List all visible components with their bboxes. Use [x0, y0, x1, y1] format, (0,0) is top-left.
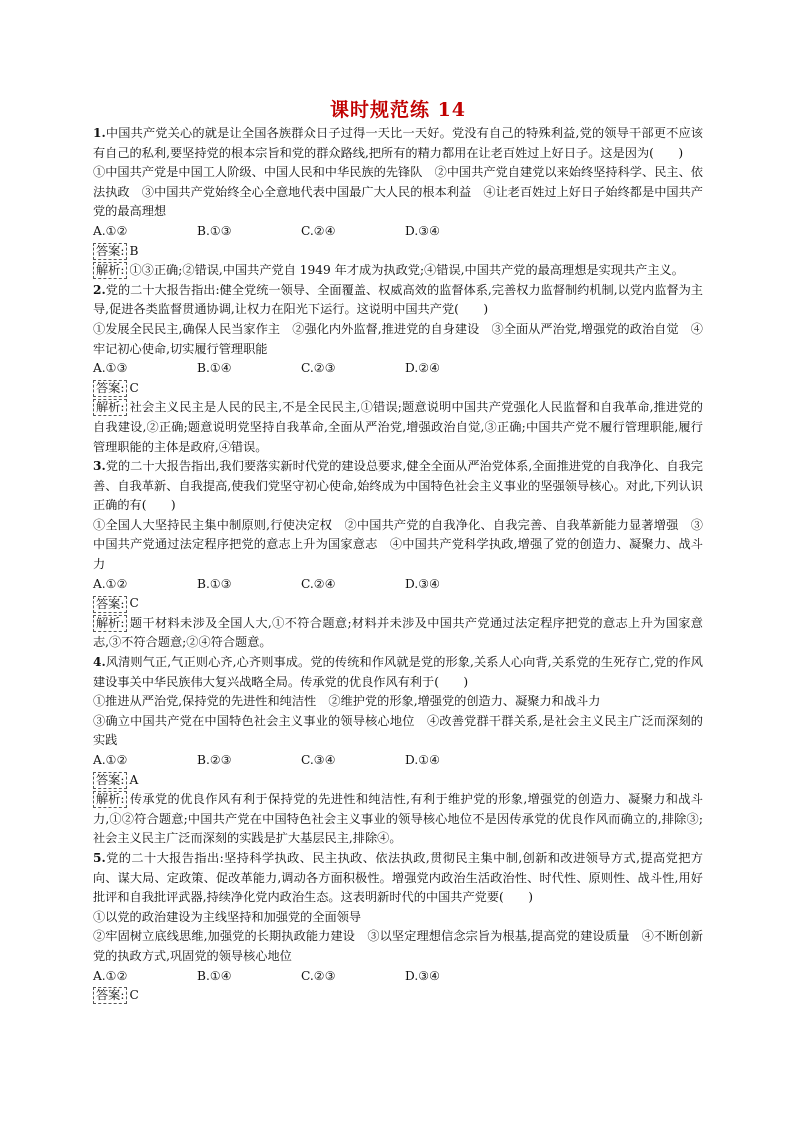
answer-line — [93, 594, 703, 614]
answer-label: 答案: — [93, 987, 127, 1004]
statement-line: ①全国人大坚持民主集中制原则,行使决定权 ②中国共产党的自我净化、自我完善、自我革新能力显著增强 ③中国共产党通过法定程序把党的意志上升为国家意志 ④中国共产党科学执政,增强了党的创造力、凝聚力、战斗力 — [93, 517, 703, 572]
option-item: D.③④ — [405, 968, 441, 983]
question-item — [93, 457, 703, 653]
analysis-line — [93, 398, 703, 457]
option-item: C.②③ — [301, 968, 336, 983]
analysis-line — [93, 614, 703, 653]
statement-line: ①发展全民民主,确保人民当家作主 ②强化内外监督,推进党的自身建设 ③全面从严治党,增强党的政治自觉 ④牢记初心使命,切实履行管理职能 — [93, 321, 703, 356]
answer-label: 答案: — [93, 596, 127, 613]
question-text: 党的二十大报告指出:健全党统一领导、全面覆盖、权威高效的监督体系,完善权力监督制约机制,以党内监督为主导,促进各类监督贯通协调,让权力在阳光下运行。这说明中国共产党( ) — [93, 282, 703, 317]
answer-value: C — [129, 988, 139, 1003]
option-row — [93, 359, 703, 379]
question-text: 党的二十大报告指出:坚持科学执政、民主执政、依法执政,贯彻民主集中制,创新和改进领导方式,提高党把方向、谋大局、定政策、促改革能力,调动各方面积极性。增强党内政治生活政治性、时代性、原则性、战斗性,用好批评和自我批评武器,持续净化党内政治生态。这表明新时代的中国共产党要( ) — [93, 850, 703, 905]
question-item — [93, 653, 703, 849]
page-title: 课时规范练 14 — [329, 99, 467, 121]
answer-label: 答案: — [93, 243, 127, 260]
question-stem — [93, 281, 703, 320]
answer-value: C — [129, 380, 139, 395]
option-item: C.②④ — [301, 223, 336, 238]
analysis-line — [93, 261, 703, 281]
option-row — [93, 575, 703, 595]
option-item: C.②③ — [301, 361, 336, 376]
analysis-text: 传承党的优良作风有利于保持党的先进性和纯洁性,有利于维护党的形象,增强党的创造力、凝聚力和战斗力,①②符合题意;中国共产党在中国特色社会主义事业的领导核心地位不是因传承党的优良作风而确立的,排除③;社会主义民主广泛而深刻的实践是扩大基层民主,排除④。 — [93, 792, 703, 846]
analysis-label: 解析: — [93, 615, 127, 632]
answer-value: A — [129, 772, 139, 787]
statement-line: ①以党的政治建设为主线坚持和加强党的全面领导 — [93, 909, 362, 924]
analysis-label: 解析: — [93, 791, 127, 808]
question-stem — [93, 457, 703, 516]
statement-line: ③确立中国共产党在中国特色社会主义事业的领导核心地位 ④改善党群干群关系,是社会主义民主广泛而深刻的实践 — [93, 713, 703, 748]
option-item: D.③④ — [405, 223, 441, 238]
statement-line: ①推进从严治党,保持党的先进性和纯洁性 ②维护党的形象,增强党的创造力、凝聚力和战斗力 — [93, 694, 601, 709]
question-text: 风清则气正,气正则心齐,心齐则事成。党的传统和作风就是党的形象,关系人心向背,关系党的生死存亡,党的作风建设事关中华民族伟大复兴战略全局。传承党的优良作风有利于( ) — [93, 655, 703, 689]
answer-line — [93, 986, 703, 1006]
option-row — [93, 967, 703, 987]
page — [93, 98, 703, 1006]
answer-line — [93, 379, 703, 399]
answer-value: C — [129, 596, 139, 611]
option-item: A.①② — [93, 576, 128, 591]
answer-line — [93, 242, 703, 262]
question-number: 5. — [93, 850, 106, 865]
option-row — [93, 222, 703, 242]
answer-label: 答案: — [93, 772, 127, 789]
option-item: D.①④ — [405, 753, 441, 767]
option-item: A.①② — [93, 223, 128, 238]
answer-line — [93, 771, 703, 791]
question-number: 3. — [93, 459, 106, 474]
analysis-line — [93, 790, 703, 849]
question-item — [93, 281, 703, 457]
question-number: 4. — [93, 655, 106, 670]
option-item: B.①③ — [197, 576, 232, 591]
analysis-text: 社会主义民主是人民的民主,不是全民民主,①错误;题意说明中国共产党强化人民监督和自我革命,推进党的自我建设,②正确;题意说明党坚持自我革命,全面从严治党,增强政治自觉,③正确;中国共产党不履行管理职能,履行管理职能的主体是政府,④错误。 — [93, 400, 703, 454]
option-item: B.②③ — [197, 753, 232, 767]
answer-value: B — [129, 243, 139, 258]
question-text: 党的二十大报告指出,我们要落实新时代党的建设总要求,健全全面从严治党体系,全面推进党的自我净化、自我完善、自我革新、自我提高,使我们党坚守初心使命,始终成为中国特色社会主义事业的坚强领导核心。对此,下列认识正确的有( ) — [93, 459, 703, 513]
option-item: B.①④ — [197, 968, 232, 983]
question-text: 中国共产党关心的就是让全国各族群众日子过得一天比一天好。党没有自己的特殊利益,党的领导干部更不应该有自己的私利,要坚持党的根本宗旨和党的群众路线,把所有的精力都用在让老百姓过上好日子。这是因为( ) — [93, 126, 703, 160]
question-stem — [93, 849, 703, 908]
question-stem — [93, 124, 703, 163]
analysis-text: 题干材料未涉及全国人大,①不符合题意;材料并未涉及中国共产党通过法定程序把党的意志上升为国家意志,③不符合题意;②④符合题意。 — [93, 615, 703, 650]
option-item: D.③④ — [405, 576, 441, 591]
question-number: 2. — [93, 282, 106, 297]
option-item: A.①② — [93, 753, 128, 767]
option-item: B.①③ — [197, 223, 232, 238]
option-item: A.①③ — [93, 361, 128, 376]
option-item: C.②④ — [301, 576, 336, 591]
question-item — [93, 124, 703, 281]
answer-label: 答案: — [93, 380, 127, 397]
analysis-text: ①③正确;②错误,中国共产党自 1949 年才成为执政党;④错误,中国共产党的最高理想是实现共产主义。 — [129, 263, 684, 278]
option-item: C.③④ — [301, 753, 336, 767]
option-item: A.①② — [93, 968, 128, 983]
statement-line: ①中国共产党是中国工人阶级、中国人民和中华民族的先锋队 ②中国共产党自建党以来始终坚持科学、民主、依法执政 ③中国共产党始终全心全意地代表中国最广大人民的根本利益 ④让老百姓过上好日子始终都是中国共产党的最高理想 — [93, 165, 703, 219]
statement-line: ②牢固树立底线思维,加强党的长期执政能力建设 ③以坚定理想信念宗旨为根基,提高党的建设质量 ④不断创新党的执政方式,巩固党的领导核心地位 — [93, 929, 703, 963]
analysis-label: 解析: — [93, 262, 127, 279]
question-list — [93, 124, 703, 1006]
analysis-label: 解析: — [93, 399, 127, 416]
question-number: 1. — [93, 126, 106, 140]
question-stem — [93, 653, 703, 692]
option-item: D.②④ — [405, 361, 441, 376]
option-item: B.①④ — [197, 361, 232, 376]
question-item — [93, 849, 703, 1006]
option-row — [93, 751, 703, 771]
